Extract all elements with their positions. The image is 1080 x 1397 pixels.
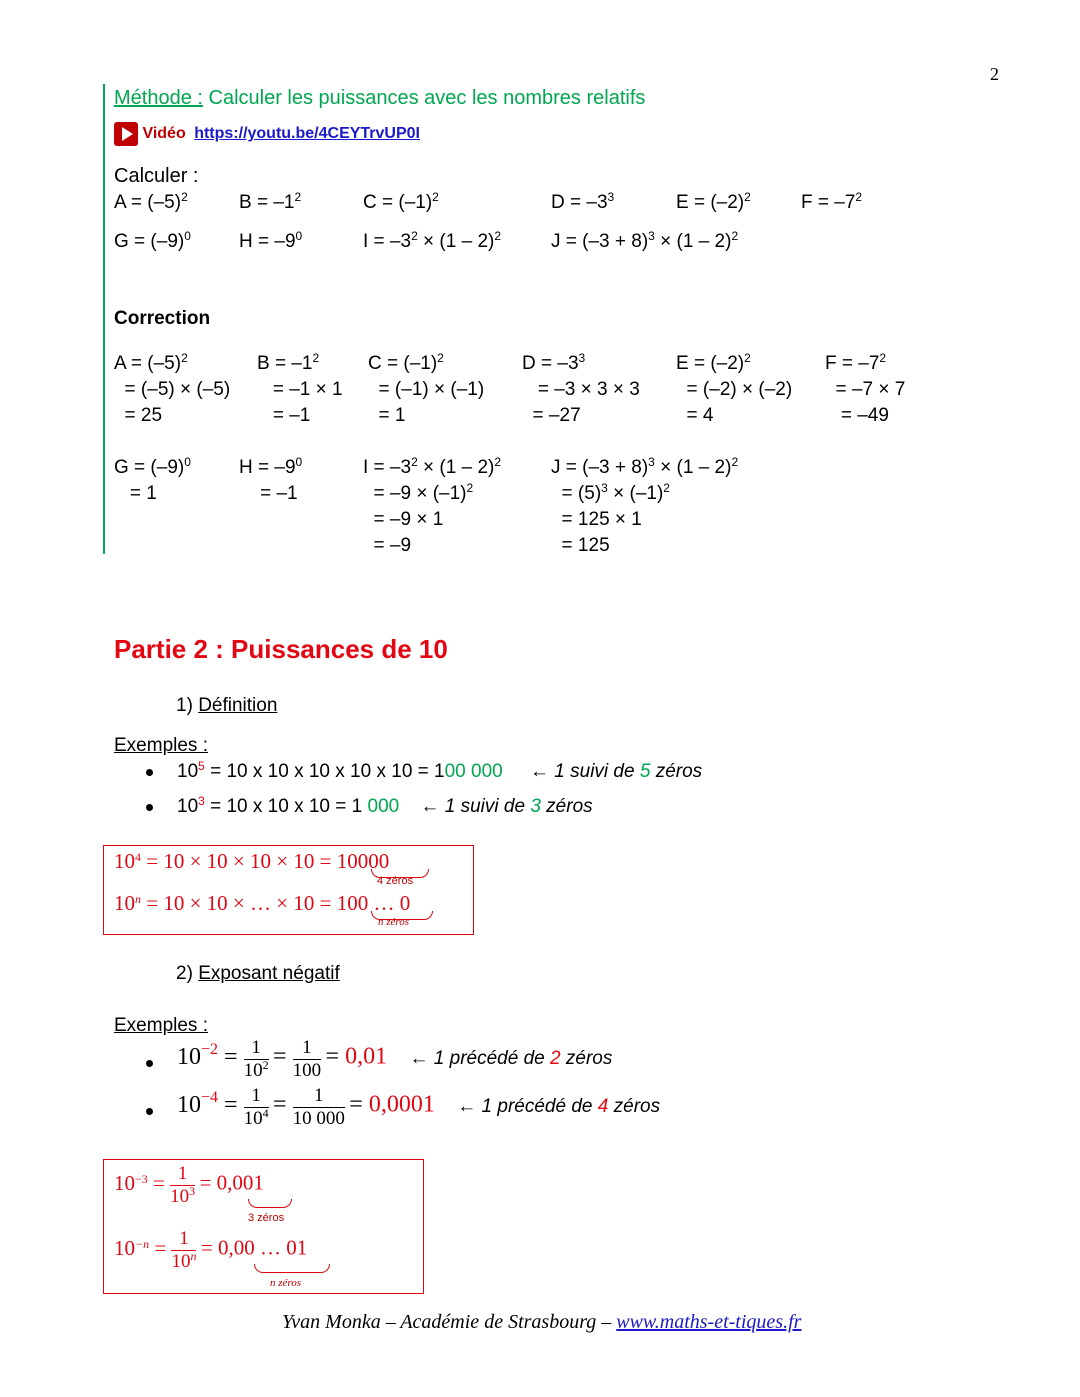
corr-F: $F = -7^2$ = –7 × 7 = –49 bbox=[825, 351, 906, 426]
neg-example-2: $10^{-4}$ = $\frac{1}{10^4}$ = $\frac{1}{10 000}$ = 0,0001 ← 1 précédé de 4 zéros bbox=[177, 1085, 661, 1129]
ex1-note-post: zéros bbox=[650, 761, 703, 782]
method-heading bbox=[114, 87, 645, 109]
neg-ex1-note-post: zéros bbox=[560, 1047, 613, 1069]
box1-line1: $10^4 = 10 \times 10 \times 10 \times 10 = 10000$ bbox=[114, 849, 390, 873]
ex2-note-pre: ← 1 suivi de bbox=[420, 796, 531, 817]
exemples-label-1: Exemples : bbox=[114, 735, 208, 756]
ex1-note-pre: ← 1 suivi de bbox=[530, 761, 640, 782]
video-link[interactable]: https://youtu.be/4CEYTrvUP0I bbox=[194, 125, 420, 143]
box2-brace1 bbox=[248, 1199, 292, 1208]
ex-B: $B = -1^2$ bbox=[239, 190, 302, 213]
footer bbox=[282, 1311, 801, 1334]
section1-title: Définition bbox=[198, 695, 278, 716]
section2-num: 2) bbox=[176, 963, 193, 984]
neg-example-1: $10^{-2}$ = $\frac{1}{10^2}$ = $\frac{1}{100}$ = 0,01 ← 1 précédé de 2 zéros bbox=[177, 1037, 613, 1081]
neg-ex1-count: 2 bbox=[550, 1047, 561, 1069]
bullet bbox=[146, 1060, 153, 1067]
ex-C: $C = (-1)^2$ bbox=[363, 190, 439, 213]
corr-B: $B = -1^2$ = –1 × 1 = –1 bbox=[257, 351, 343, 426]
ex-F: $F = -7^2$ bbox=[801, 190, 863, 213]
corr-E: $E = (-2)^2$ = (–2) × (–2) = 4 bbox=[676, 351, 793, 426]
neg-ex2-note-post: zéros bbox=[608, 1095, 661, 1117]
box1-brace2-label: n zéros bbox=[378, 916, 410, 928]
video-play-icon[interactable] bbox=[114, 122, 138, 146]
section2-heading bbox=[176, 963, 340, 985]
corr-D: $D = -3^3$ = –3 × 3 × 3 = –27 bbox=[522, 351, 640, 426]
video-line bbox=[114, 122, 420, 146]
page-number: 2 bbox=[990, 64, 999, 84]
method-title: Calculer les puissances avec les nombres relatifs bbox=[208, 87, 646, 109]
ex-I: $I = -3^2 \times (1 - 2)^2$ bbox=[363, 229, 502, 252]
corr-H: $H = -9^0$ = –1 bbox=[239, 455, 303, 504]
ex1-count: 5 bbox=[639, 761, 651, 782]
bullet bbox=[146, 769, 153, 776]
box2-line1: $10^{-3}$ = $\frac{1}{10^3}$ = 0,001 bbox=[114, 1163, 264, 1207]
box2-brace2-label: n zéros bbox=[270, 1277, 302, 1289]
ex-D: $D = -3^3$ bbox=[551, 190, 615, 213]
section2-title: Exposant négatif bbox=[198, 963, 340, 984]
partie-heading: Partie 2 : Puissances de 10 bbox=[114, 634, 448, 664]
corr-J: $J = (-3 + 8)^3 \times (1 - 2)^2$ = $(5)^3 \times (-1)^2$ = 125 × 1 = 125 bbox=[551, 455, 739, 556]
box1-line2: $10^n = 10 \times 10$ × … × 10 = 100 … 0 bbox=[114, 891, 411, 915]
neg-ex1-note-pre: ← 1 précédé de bbox=[409, 1047, 551, 1069]
corr-A: $A = (-5)^2$ = (–5) × (–5) = 25 bbox=[114, 351, 231, 426]
ex-A: $A = (-5)^2$ bbox=[114, 190, 188, 213]
example-10-3: $10^3 = 10$ x 10 x 10 = 1 000 ← 1 suivi de 3 zéros bbox=[177, 794, 593, 817]
neg-ex2-note-pre: ← 1 précédé de bbox=[457, 1095, 598, 1117]
ex-J: $J = (-3 + 8)^3 \times (1 - 2)^2$ bbox=[551, 229, 739, 252]
method-label: Méthode : bbox=[114, 87, 203, 109]
method-margin-bar bbox=[103, 84, 105, 554]
section1-heading bbox=[176, 695, 277, 717]
example-10-5: $10^5 = 10$ x 10 x 10 x 10 x 10 = 100 000 ← 1 suivi de 5 zéros bbox=[177, 759, 703, 782]
ex-H: $H = -9^0$ bbox=[239, 229, 303, 252]
ex2-note-post: zéros bbox=[540, 796, 593, 817]
video-label: Vidéo bbox=[142, 125, 186, 143]
ex-G: $G = (-9)^0$ bbox=[114, 229, 191, 252]
footer-text: Yvan Monka – Académie de Strasbourg – bbox=[282, 1311, 617, 1333]
box1-brace1-label: 4 zéros bbox=[377, 875, 414, 887]
box2-brace1-label: 3 zéros bbox=[248, 1212, 285, 1224]
box2-line2: $10^{-n}$ = $\frac{1}{10^n}$ = 0,00 … 01 bbox=[114, 1228, 308, 1272]
ex2-count: 3 bbox=[530, 796, 541, 817]
corr-C: $C = (-1)^2$ = (–1) × (–1) = 1 bbox=[368, 351, 485, 426]
correction-label: Correction bbox=[114, 308, 211, 329]
ex-E: $E = (-2)^2$ bbox=[676, 190, 751, 213]
calculer-label: Calculer : bbox=[114, 165, 199, 187]
section1-num: 1) bbox=[176, 695, 193, 716]
corr-G: $G = (-9)^0$ = 1 bbox=[114, 455, 191, 504]
bullet bbox=[146, 804, 153, 811]
neg-ex2-count: 4 bbox=[597, 1095, 609, 1117]
bullet bbox=[146, 1108, 153, 1115]
footer-link[interactable]: www.maths-et-tiques.fr bbox=[616, 1311, 802, 1333]
corr-I: $I = -3^2 \times (1 - 2)^2$ = $-9 \times (-1)^2$ = –9 × 1 = –9 bbox=[363, 455, 502, 556]
box2-brace2 bbox=[254, 1264, 330, 1273]
exemples-label-2: Exemples : bbox=[114, 1015, 208, 1036]
